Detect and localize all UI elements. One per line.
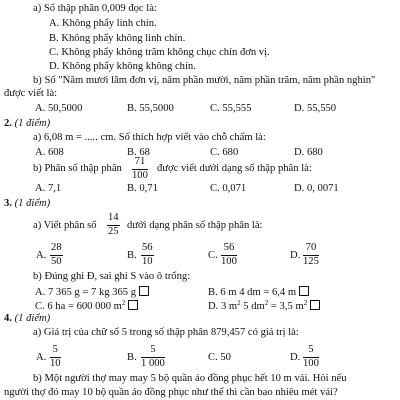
q3a-option-c-fraction[interactable] xyxy=(221,243,237,267)
q3b-item-d-sup2: 2 xyxy=(264,299,269,307)
q4a-option-a-label[interactable]: A. xyxy=(36,352,47,363)
q3b-item-d-sup3: 2 xyxy=(303,299,308,307)
q1b-option-d[interactable]: D. 55,550 xyxy=(294,103,337,114)
q3a-fraction xyxy=(107,213,120,237)
q3a-option-b-num: 56 xyxy=(141,243,154,256)
q3b-item-d-p2: 5 dm xyxy=(240,301,265,312)
q4a-option-b-label[interactable]: B. xyxy=(127,352,137,363)
q3b-item-c-sup: 2 xyxy=(121,299,126,307)
q4a-option-a-den: 10 xyxy=(50,357,61,369)
q3a-option-a-den: 50 xyxy=(51,255,62,267)
q3b-item-d-p3: = 3,5 m xyxy=(268,301,304,312)
q2a-option-a[interactable]: A. 608 xyxy=(35,147,64,158)
q3a-option-a-num: 28 xyxy=(50,243,63,256)
q3b-item-b-answer-box[interactable] xyxy=(299,286,309,296)
q2b-fraction-den: 100 xyxy=(132,169,148,181)
q3a-option-d-fraction[interactable] xyxy=(303,243,319,267)
q2b-option-b[interactable]: B. 0,71 xyxy=(127,183,158,194)
q3-number: 3. xyxy=(4,198,12,209)
q1a-option-c[interactable]: C. Không phẩy không trăm không chục chín đơn vị. xyxy=(49,47,270,58)
q4a-option-d-den: 100 xyxy=(303,357,319,369)
q4a-option-d-num: 5 xyxy=(303,345,319,358)
q1a-option-b[interactable]: B. Không phẩy không linh chín. xyxy=(49,33,186,44)
q2b-option-d[interactable]: D. 0, 0071 xyxy=(294,183,339,194)
q4-points: (1 điểm) xyxy=(14,313,51,324)
q4-number: 4. xyxy=(4,313,12,324)
q3a-option-a-fraction[interactable] xyxy=(50,243,63,267)
q3b-item-c-answer-box[interactable] xyxy=(128,300,138,310)
q3a-option-d-den: 125 xyxy=(303,255,319,267)
q3a-prompt-tail: dưới dạng phân số thập phân là: xyxy=(127,220,263,231)
q2a-option-b[interactable]: B. 68 xyxy=(127,147,150,158)
q3-points: (1 điểm) xyxy=(14,198,51,209)
q1a-option-a[interactable]: A. Không phẩy linh chín. xyxy=(49,18,157,29)
q3b-item-b xyxy=(208,286,309,299)
q1a-option-d[interactable]: D. Không phẩy không không chín. xyxy=(49,61,196,72)
q3b-item-a-answer-box[interactable] xyxy=(139,286,149,296)
q3-heading xyxy=(4,199,50,210)
q4-heading xyxy=(4,314,50,325)
q4b-prompt-line2: người thợ đó may 10 bộ quần áo đồng phục như thế thì cần bao nhiêu mét vải? xyxy=(4,387,338,398)
q3a-option-d-label[interactable]: D. xyxy=(290,250,301,261)
q2a-prompt: a) 6,08 m = ..... cm. Số thích hợp viết vào chỗ chấm là: xyxy=(33,132,266,143)
q4a-option-d-fraction[interactable] xyxy=(303,345,319,369)
q3b-item-d-answer-box[interactable] xyxy=(310,300,320,310)
q3a-option-d-num: 70 xyxy=(303,243,319,256)
q3b-item-b-text: B. 6 m 4 dm = 6,4 m xyxy=(208,287,297,298)
q2-number: 2. xyxy=(4,118,12,129)
q2b-option-a[interactable]: A. 7,1 xyxy=(35,183,62,194)
q3a-option-b-label[interactable]: B. xyxy=(127,250,137,261)
q1b-option-a[interactable]: A. 50,5000 xyxy=(35,103,83,114)
q2b-prompt-lead: b) Phân số thập phân xyxy=(33,163,122,174)
q3a-option-a-label[interactable]: A. xyxy=(36,250,47,261)
q4b-prompt-line1: b) Một người thợ may may 5 bộ quần áo đồng phục hết 10 m vải. Hỏi nếu xyxy=(33,373,347,384)
q4a-option-b-fraction[interactable] xyxy=(141,345,165,369)
q3b-item-d-sup1: 2 xyxy=(237,299,241,307)
q3b-item-a xyxy=(35,286,149,299)
q2b-fraction xyxy=(132,157,148,181)
q2a-option-d[interactable]: D. 680 xyxy=(294,147,323,158)
q4a-option-b-den: 1 000 xyxy=(141,357,165,369)
q3b-prompt: b) Đúng ghi Đ, sai ghi S vào ô trống: xyxy=(33,271,191,282)
q3a-fraction-den: 25 xyxy=(108,225,119,237)
q4a-option-c[interactable]: C. 50 xyxy=(208,352,231,363)
q3a-fraction-num: 14 xyxy=(107,213,120,226)
q1b-option-b[interactable]: B. 55,5000 xyxy=(127,103,174,114)
q4a-option-d-label[interactable]: D. xyxy=(290,352,301,363)
q3a-option-c-den: 100 xyxy=(221,255,237,267)
q1b-prompt-line2: được viết là: xyxy=(4,88,58,99)
q2a-option-c[interactable]: C. 680 xyxy=(210,147,239,158)
q2b-prompt-tail: được viết dưới dạng số thập phân là: xyxy=(157,163,312,174)
q3a-option-c-num: 56 xyxy=(221,243,237,256)
q4a-option-a-num: 5 xyxy=(50,345,61,358)
q3b-item-a-text: A. 7 365 g = 7 kg 365 g xyxy=(35,287,137,298)
q3a-option-b-den: 10 xyxy=(142,255,153,267)
q3a-prompt-lead: a) Viết phân số xyxy=(33,220,97,231)
q3b-item-d xyxy=(208,300,320,313)
q2-points: (1 điểm) xyxy=(14,118,51,129)
q3b-item-c-text: C. 6 ha = 600 000 m xyxy=(35,301,122,312)
q4a-option-b-num: 5 xyxy=(141,345,165,358)
q3b-item-c xyxy=(35,300,138,313)
q4a-prompt: a) Giá trị của chữ số 5 trong số thập phân 879,457 có giá trị là: xyxy=(33,327,299,338)
q3b-item-d-p1: D. 3 m xyxy=(208,301,238,312)
q1b-option-c[interactable]: C. 55,555 xyxy=(210,103,252,114)
q1b-prompt-line1: b) Số "Năm mươi lăm đơn vị, năm phần mười, năm phần trăm, năm phần nghìn" xyxy=(33,75,376,86)
q3a-option-b-fraction[interactable] xyxy=(141,243,154,267)
q1a-prompt: a) Số thập phân 0,009 đọc là: xyxy=(33,3,157,14)
q2b-option-c[interactable]: C. 0,071 xyxy=(210,183,247,194)
q2-heading xyxy=(4,119,50,130)
q4a-option-a-fraction[interactable] xyxy=(50,345,61,369)
q3a-option-c-label[interactable]: C. xyxy=(208,250,218,261)
q2b-fraction-num: 71 xyxy=(132,157,148,170)
